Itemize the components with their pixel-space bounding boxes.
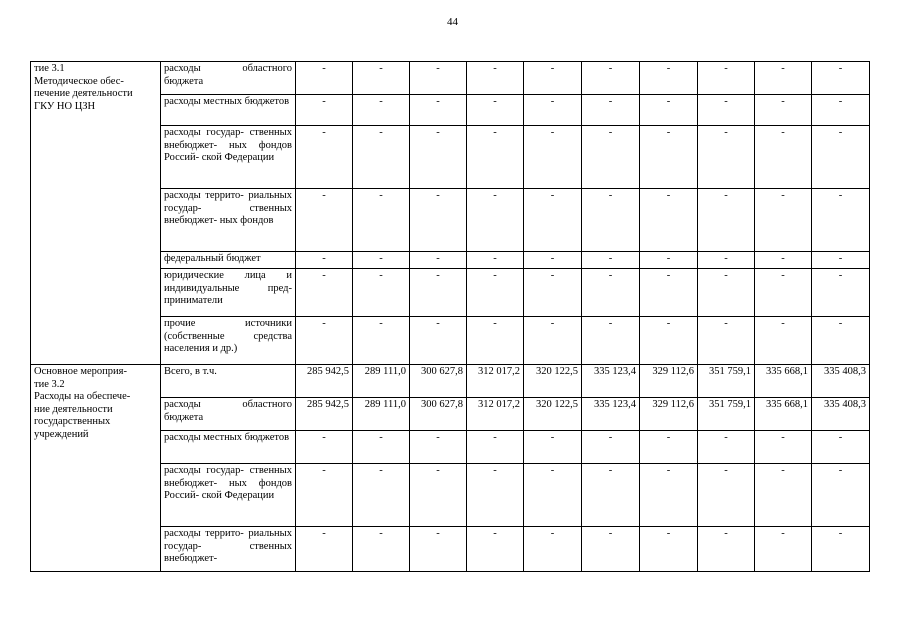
value-cell: - [353, 95, 410, 126]
value-cell: - [410, 269, 467, 317]
value-cell: - [524, 126, 582, 189]
value-cell: - [582, 252, 640, 269]
source-cell: Всего, в т.ч. [161, 365, 296, 398]
value-cell: - [582, 126, 640, 189]
value-cell: - [698, 431, 755, 464]
value-cell: - [353, 269, 410, 317]
value-cell: 312 017,2 [467, 398, 524, 431]
value-cell: - [698, 527, 755, 572]
value-cell: - [410, 252, 467, 269]
value-cell: - [467, 527, 524, 572]
value-cell: - [582, 317, 640, 365]
value-cell: 320 122,5 [524, 365, 582, 398]
value-cell: - [353, 464, 410, 527]
source-cell: расходы государ- ственных внебюджет- ных фондов Россий- ской Федерации [161, 464, 296, 527]
value-cell: - [410, 464, 467, 527]
value-cell: - [755, 527, 812, 572]
value-cell: - [640, 464, 698, 527]
value-cell: - [467, 126, 524, 189]
value-cell: - [296, 252, 353, 269]
value-cell: - [755, 95, 812, 126]
value-cell: - [640, 62, 698, 95]
value-cell: - [812, 189, 870, 252]
value-cell: - [640, 252, 698, 269]
value-cell: 335 408,3 [812, 365, 870, 398]
value-cell: - [353, 317, 410, 365]
value-cell: 335 668,1 [755, 398, 812, 431]
value-cell: - [410, 317, 467, 365]
value-cell: - [698, 464, 755, 527]
source-cell: расходы областного бюджета [161, 398, 296, 431]
value-cell: - [755, 464, 812, 527]
source-cell: расходы областного бюджета [161, 62, 296, 95]
value-cell: - [353, 252, 410, 269]
source-cell: расходы государ- ственных внебюджет- ных фондов Россий- ской Федерации [161, 126, 296, 189]
value-cell: - [296, 464, 353, 527]
value-cell: - [524, 431, 582, 464]
value-cell: - [467, 252, 524, 269]
value-cell: - [812, 126, 870, 189]
budget-table [30, 61, 870, 572]
value-cell: - [582, 62, 640, 95]
value-cell: - [353, 62, 410, 95]
value-cell: - [467, 95, 524, 126]
value-cell: - [353, 431, 410, 464]
value-cell: - [640, 126, 698, 189]
value-cell: - [296, 317, 353, 365]
value-cell: - [812, 464, 870, 527]
source-cell: расходы террито- риальных государ- ственных внебюджет- [161, 527, 296, 572]
value-cell: - [640, 95, 698, 126]
value-cell: 335 408,3 [812, 398, 870, 431]
value-cell: - [640, 317, 698, 365]
value-cell: - [812, 269, 870, 317]
source-cell: расходы местных бюджетов [161, 431, 296, 464]
value-cell: - [524, 62, 582, 95]
value-cell: - [353, 527, 410, 572]
value-cell: 300 627,8 [410, 365, 467, 398]
event-cell: тие 3.1 Методическое обес- печение деятельности ГКУ НО ЦЗН [31, 62, 161, 365]
page-number: 44 [447, 16, 458, 28]
value-cell: - [467, 464, 524, 527]
value-cell: - [524, 464, 582, 527]
value-cell: - [296, 126, 353, 189]
value-cell: - [812, 252, 870, 269]
source-cell: прочие источники (собственные средства населения и др.) [161, 317, 296, 365]
value-cell: 285 942,5 [296, 398, 353, 431]
value-cell: - [296, 269, 353, 317]
value-cell: - [410, 126, 467, 189]
value-cell: - [640, 527, 698, 572]
value-cell: - [640, 269, 698, 317]
value-cell: - [812, 527, 870, 572]
value-cell: - [296, 527, 353, 572]
source-cell: расходы террито- риальных государ- ственных внебюджет- ных фондов [161, 189, 296, 252]
value-cell: 320 122,5 [524, 398, 582, 431]
value-cell: 312 017,2 [467, 365, 524, 398]
value-cell: - [467, 317, 524, 365]
value-cell: - [296, 189, 353, 252]
value-cell: - [755, 126, 812, 189]
value-cell: - [698, 126, 755, 189]
event-cell: Основное мероприя- тие 3.2 Расходы на обеспече- ние деятельности государственных учреждений [31, 365, 161, 572]
value-cell: 335 668,1 [755, 365, 812, 398]
value-cell: - [698, 62, 755, 95]
value-cell: 335 123,4 [582, 365, 640, 398]
value-cell: - [582, 464, 640, 527]
value-cell: - [582, 95, 640, 126]
value-cell: - [582, 269, 640, 317]
value-cell: - [524, 269, 582, 317]
value-cell: - [410, 431, 467, 464]
value-cell: - [524, 189, 582, 252]
value-cell: 329 112,6 [640, 398, 698, 431]
value-cell: 335 123,4 [582, 398, 640, 431]
value-cell: 351 759,1 [698, 398, 755, 431]
value-cell: - [582, 431, 640, 464]
value-cell: - [698, 252, 755, 269]
value-cell: - [524, 95, 582, 126]
value-cell: 285 942,5 [296, 365, 353, 398]
value-cell: - [467, 431, 524, 464]
value-cell: - [410, 189, 467, 252]
value-cell: - [410, 95, 467, 126]
value-cell: - [755, 252, 812, 269]
value-cell: - [467, 189, 524, 252]
value-cell: - [410, 527, 467, 572]
value-cell: - [296, 62, 353, 95]
value-cell: - [755, 62, 812, 95]
table-row [31, 365, 870, 398]
value-cell: - [698, 317, 755, 365]
value-cell: - [698, 189, 755, 252]
value-cell: - [812, 95, 870, 126]
value-cell: - [296, 431, 353, 464]
value-cell: - [812, 62, 870, 95]
value-cell: - [410, 62, 467, 95]
value-cell: - [582, 189, 640, 252]
source-cell: расходы местных бюджетов [161, 95, 296, 126]
source-cell: юридические лица и индивидуальные пред- приниматели [161, 269, 296, 317]
source-cell: федеральный бюджет [161, 252, 296, 269]
value-cell: - [755, 431, 812, 464]
value-cell: - [698, 95, 755, 126]
value-cell: - [353, 189, 410, 252]
value-cell: - [640, 189, 698, 252]
value-cell: - [467, 62, 524, 95]
value-cell: - [812, 431, 870, 464]
value-cell: - [524, 317, 582, 365]
value-cell: 351 759,1 [698, 365, 755, 398]
value-cell: - [755, 189, 812, 252]
value-cell: - [467, 269, 524, 317]
value-cell: 300 627,8 [410, 398, 467, 431]
value-cell: - [755, 317, 812, 365]
value-cell: - [296, 95, 353, 126]
value-cell: - [698, 269, 755, 317]
value-cell: - [755, 269, 812, 317]
value-cell: - [524, 527, 582, 572]
table-row [31, 62, 870, 95]
value-cell: - [353, 126, 410, 189]
value-cell: - [582, 527, 640, 572]
value-cell: 289 111,0 [353, 398, 410, 431]
value-cell: 289 111,0 [353, 365, 410, 398]
value-cell: - [524, 252, 582, 269]
value-cell: - [812, 317, 870, 365]
value-cell: 329 112,6 [640, 365, 698, 398]
value-cell: - [640, 431, 698, 464]
